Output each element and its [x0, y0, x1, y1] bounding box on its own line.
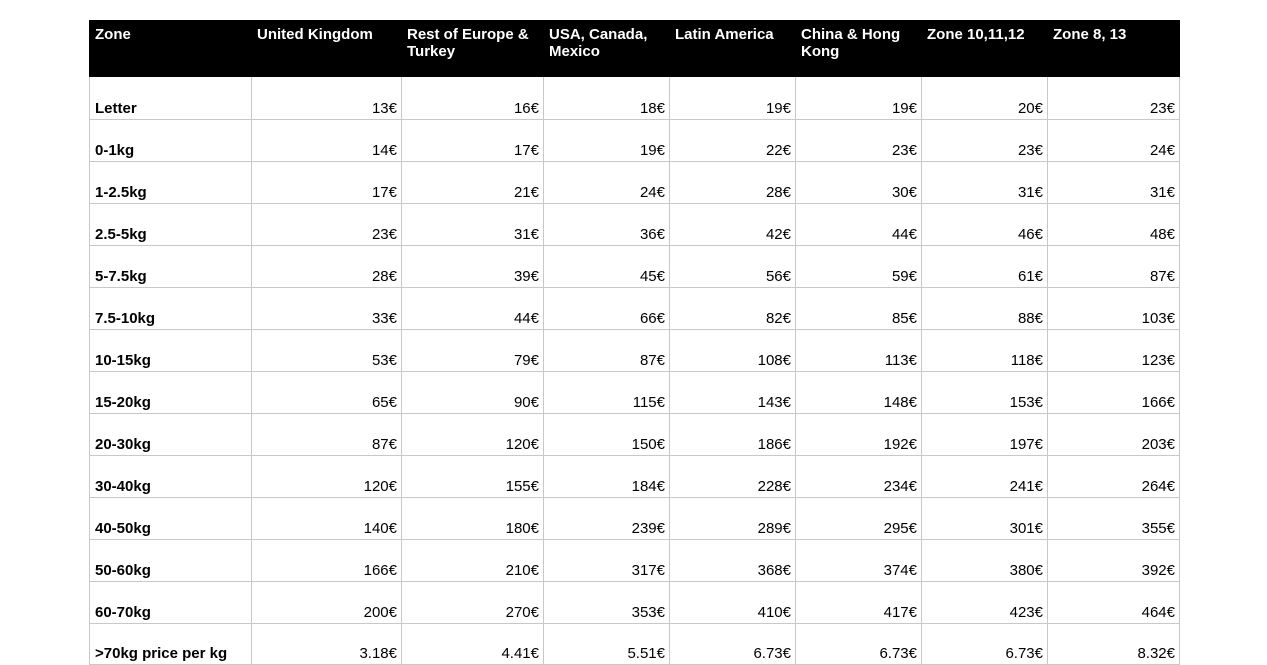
- table-row: [90, 372, 1180, 414]
- price-cell: 6.73€: [796, 624, 922, 665]
- row-label: 30-40kg: [90, 456, 252, 498]
- price-cell: 155€: [402, 456, 544, 498]
- price-cell: 13€: [252, 77, 402, 120]
- price-cell: 113€: [796, 330, 922, 372]
- price-cell: 6.73€: [670, 624, 796, 665]
- price-cell: 301€: [922, 498, 1048, 540]
- price-cell: 85€: [796, 288, 922, 330]
- price-cell: 210€: [402, 540, 544, 582]
- price-cell: 241€: [922, 456, 1048, 498]
- price-cell: 20€: [922, 77, 1048, 120]
- price-cell: 166€: [252, 540, 402, 582]
- price-cell: 24€: [544, 162, 670, 204]
- price-cell: 392€: [1048, 540, 1180, 582]
- price-cell: 166€: [1048, 372, 1180, 414]
- rates-table-container: [89, 20, 1180, 665]
- price-cell: 30€: [796, 162, 922, 204]
- price-cell: 59€: [796, 246, 922, 288]
- price-cell: 203€: [1048, 414, 1180, 456]
- price-cell: 184€: [544, 456, 670, 498]
- price-cell: 87€: [252, 414, 402, 456]
- table-row: [90, 120, 1180, 162]
- price-cell: 3.18€: [252, 624, 402, 665]
- price-cell: 180€: [402, 498, 544, 540]
- row-label: 5-7.5kg: [90, 246, 252, 288]
- table-body: [90, 77, 1180, 665]
- price-cell: 16€: [402, 77, 544, 120]
- price-cell: 31€: [1048, 162, 1180, 204]
- price-cell: 19€: [670, 77, 796, 120]
- price-cell: 374€: [796, 540, 922, 582]
- price-cell: 186€: [670, 414, 796, 456]
- price-cell: 48€: [1048, 204, 1180, 246]
- table-row: [90, 624, 1180, 665]
- price-cell: 140€: [252, 498, 402, 540]
- row-label: 20-30kg: [90, 414, 252, 456]
- price-cell: 56€: [670, 246, 796, 288]
- header-cell-zone: Zone: [90, 21, 252, 77]
- price-cell: 19€: [544, 120, 670, 162]
- price-cell: 239€: [544, 498, 670, 540]
- price-cell: 368€: [670, 540, 796, 582]
- price-cell: 44€: [402, 288, 544, 330]
- price-cell: 90€: [402, 372, 544, 414]
- row-label: 2.5-5kg: [90, 204, 252, 246]
- price-cell: 197€: [922, 414, 1048, 456]
- price-cell: 36€: [544, 204, 670, 246]
- price-cell: 317€: [544, 540, 670, 582]
- row-label: 15-20kg: [90, 372, 252, 414]
- row-label: >70kg price per kg: [90, 624, 252, 665]
- header-cell-united-kingdom: United Kingdom: [252, 21, 402, 77]
- price-cell: 21€: [402, 162, 544, 204]
- row-label: 60-70kg: [90, 582, 252, 624]
- table-row: [90, 582, 1180, 624]
- price-cell: 33€: [252, 288, 402, 330]
- header-cell-usa-canada-mexico: USA, Canada, Mexico: [544, 21, 670, 77]
- price-cell: 82€: [670, 288, 796, 330]
- price-cell: 108€: [670, 330, 796, 372]
- price-cell: 42€: [670, 204, 796, 246]
- price-cell: 150€: [544, 414, 670, 456]
- price-cell: 44€: [796, 204, 922, 246]
- table-row: [90, 162, 1180, 204]
- price-cell: 79€: [402, 330, 544, 372]
- price-cell: 423€: [922, 582, 1048, 624]
- price-cell: 417€: [796, 582, 922, 624]
- table-row: [90, 456, 1180, 498]
- price-cell: 19€: [796, 77, 922, 120]
- table-row: [90, 288, 1180, 330]
- table-row: [90, 414, 1180, 456]
- price-cell: 23€: [1048, 77, 1180, 120]
- price-cell: 61€: [922, 246, 1048, 288]
- price-cell: 143€: [670, 372, 796, 414]
- price-cell: 28€: [252, 246, 402, 288]
- price-cell: 17€: [252, 162, 402, 204]
- row-label: 7.5-10kg: [90, 288, 252, 330]
- row-label: 40-50kg: [90, 498, 252, 540]
- price-cell: 123€: [1048, 330, 1180, 372]
- price-cell: 45€: [544, 246, 670, 288]
- header-cell-zone-10-11-12: Zone 10,11,12: [922, 21, 1048, 77]
- price-cell: 464€: [1048, 582, 1180, 624]
- price-cell: 14€: [252, 120, 402, 162]
- price-cell: 23€: [922, 120, 1048, 162]
- header-cell-zone-8-13: Zone 8, 13: [1048, 21, 1180, 77]
- price-cell: 380€: [922, 540, 1048, 582]
- price-cell: 120€: [402, 414, 544, 456]
- price-cell: 39€: [402, 246, 544, 288]
- price-cell: 8.32€: [1048, 624, 1180, 665]
- table-row: [90, 540, 1180, 582]
- price-cell: 4.41€: [402, 624, 544, 665]
- price-cell: 53€: [252, 330, 402, 372]
- table-row: [90, 498, 1180, 540]
- header-cell-latin-america: Latin America: [670, 21, 796, 77]
- price-cell: 115€: [544, 372, 670, 414]
- price-cell: 295€: [796, 498, 922, 540]
- row-label: 1-2.5kg: [90, 162, 252, 204]
- price-cell: 153€: [922, 372, 1048, 414]
- price-cell: 410€: [670, 582, 796, 624]
- price-cell: 148€: [796, 372, 922, 414]
- price-cell: 6.73€: [922, 624, 1048, 665]
- price-cell: 234€: [796, 456, 922, 498]
- table-row: [90, 77, 1180, 120]
- table-header: [90, 21, 1180, 77]
- table-row: [90, 330, 1180, 372]
- price-cell: 87€: [1048, 246, 1180, 288]
- price-cell: 228€: [670, 456, 796, 498]
- price-cell: 66€: [544, 288, 670, 330]
- price-cell: 18€: [544, 77, 670, 120]
- price-cell: 264€: [1048, 456, 1180, 498]
- price-cell: 23€: [252, 204, 402, 246]
- row-label: 50-60kg: [90, 540, 252, 582]
- price-cell: 270€: [402, 582, 544, 624]
- price-cell: 31€: [922, 162, 1048, 204]
- row-label: Letter: [90, 77, 252, 120]
- price-cell: 289€: [670, 498, 796, 540]
- table-row: [90, 204, 1180, 246]
- price-cell: 22€: [670, 120, 796, 162]
- price-cell: 65€: [252, 372, 402, 414]
- price-cell: 355€: [1048, 498, 1180, 540]
- shipping-rates-table: [89, 20, 1180, 665]
- price-cell: 120€: [252, 456, 402, 498]
- price-cell: 17€: [402, 120, 544, 162]
- header-row: [90, 21, 1180, 77]
- price-cell: 31€: [402, 204, 544, 246]
- header-cell-china-hong-kong: China & Hong Kong: [796, 21, 922, 77]
- price-cell: 192€: [796, 414, 922, 456]
- price-cell: 200€: [252, 582, 402, 624]
- table-row: [90, 246, 1180, 288]
- header-cell-rest-of-europe-turkey: Rest of Europe & Turkey: [402, 21, 544, 77]
- price-cell: 24€: [1048, 120, 1180, 162]
- row-label: 10-15kg: [90, 330, 252, 372]
- price-cell: 353€: [544, 582, 670, 624]
- price-cell: 5.51€: [544, 624, 670, 665]
- price-cell: 118€: [922, 330, 1048, 372]
- price-cell: 28€: [670, 162, 796, 204]
- price-cell: 88€: [922, 288, 1048, 330]
- row-label: 0-1kg: [90, 120, 252, 162]
- price-cell: 23€: [796, 120, 922, 162]
- price-cell: 103€: [1048, 288, 1180, 330]
- price-cell: 87€: [544, 330, 670, 372]
- price-cell: 46€: [922, 204, 1048, 246]
